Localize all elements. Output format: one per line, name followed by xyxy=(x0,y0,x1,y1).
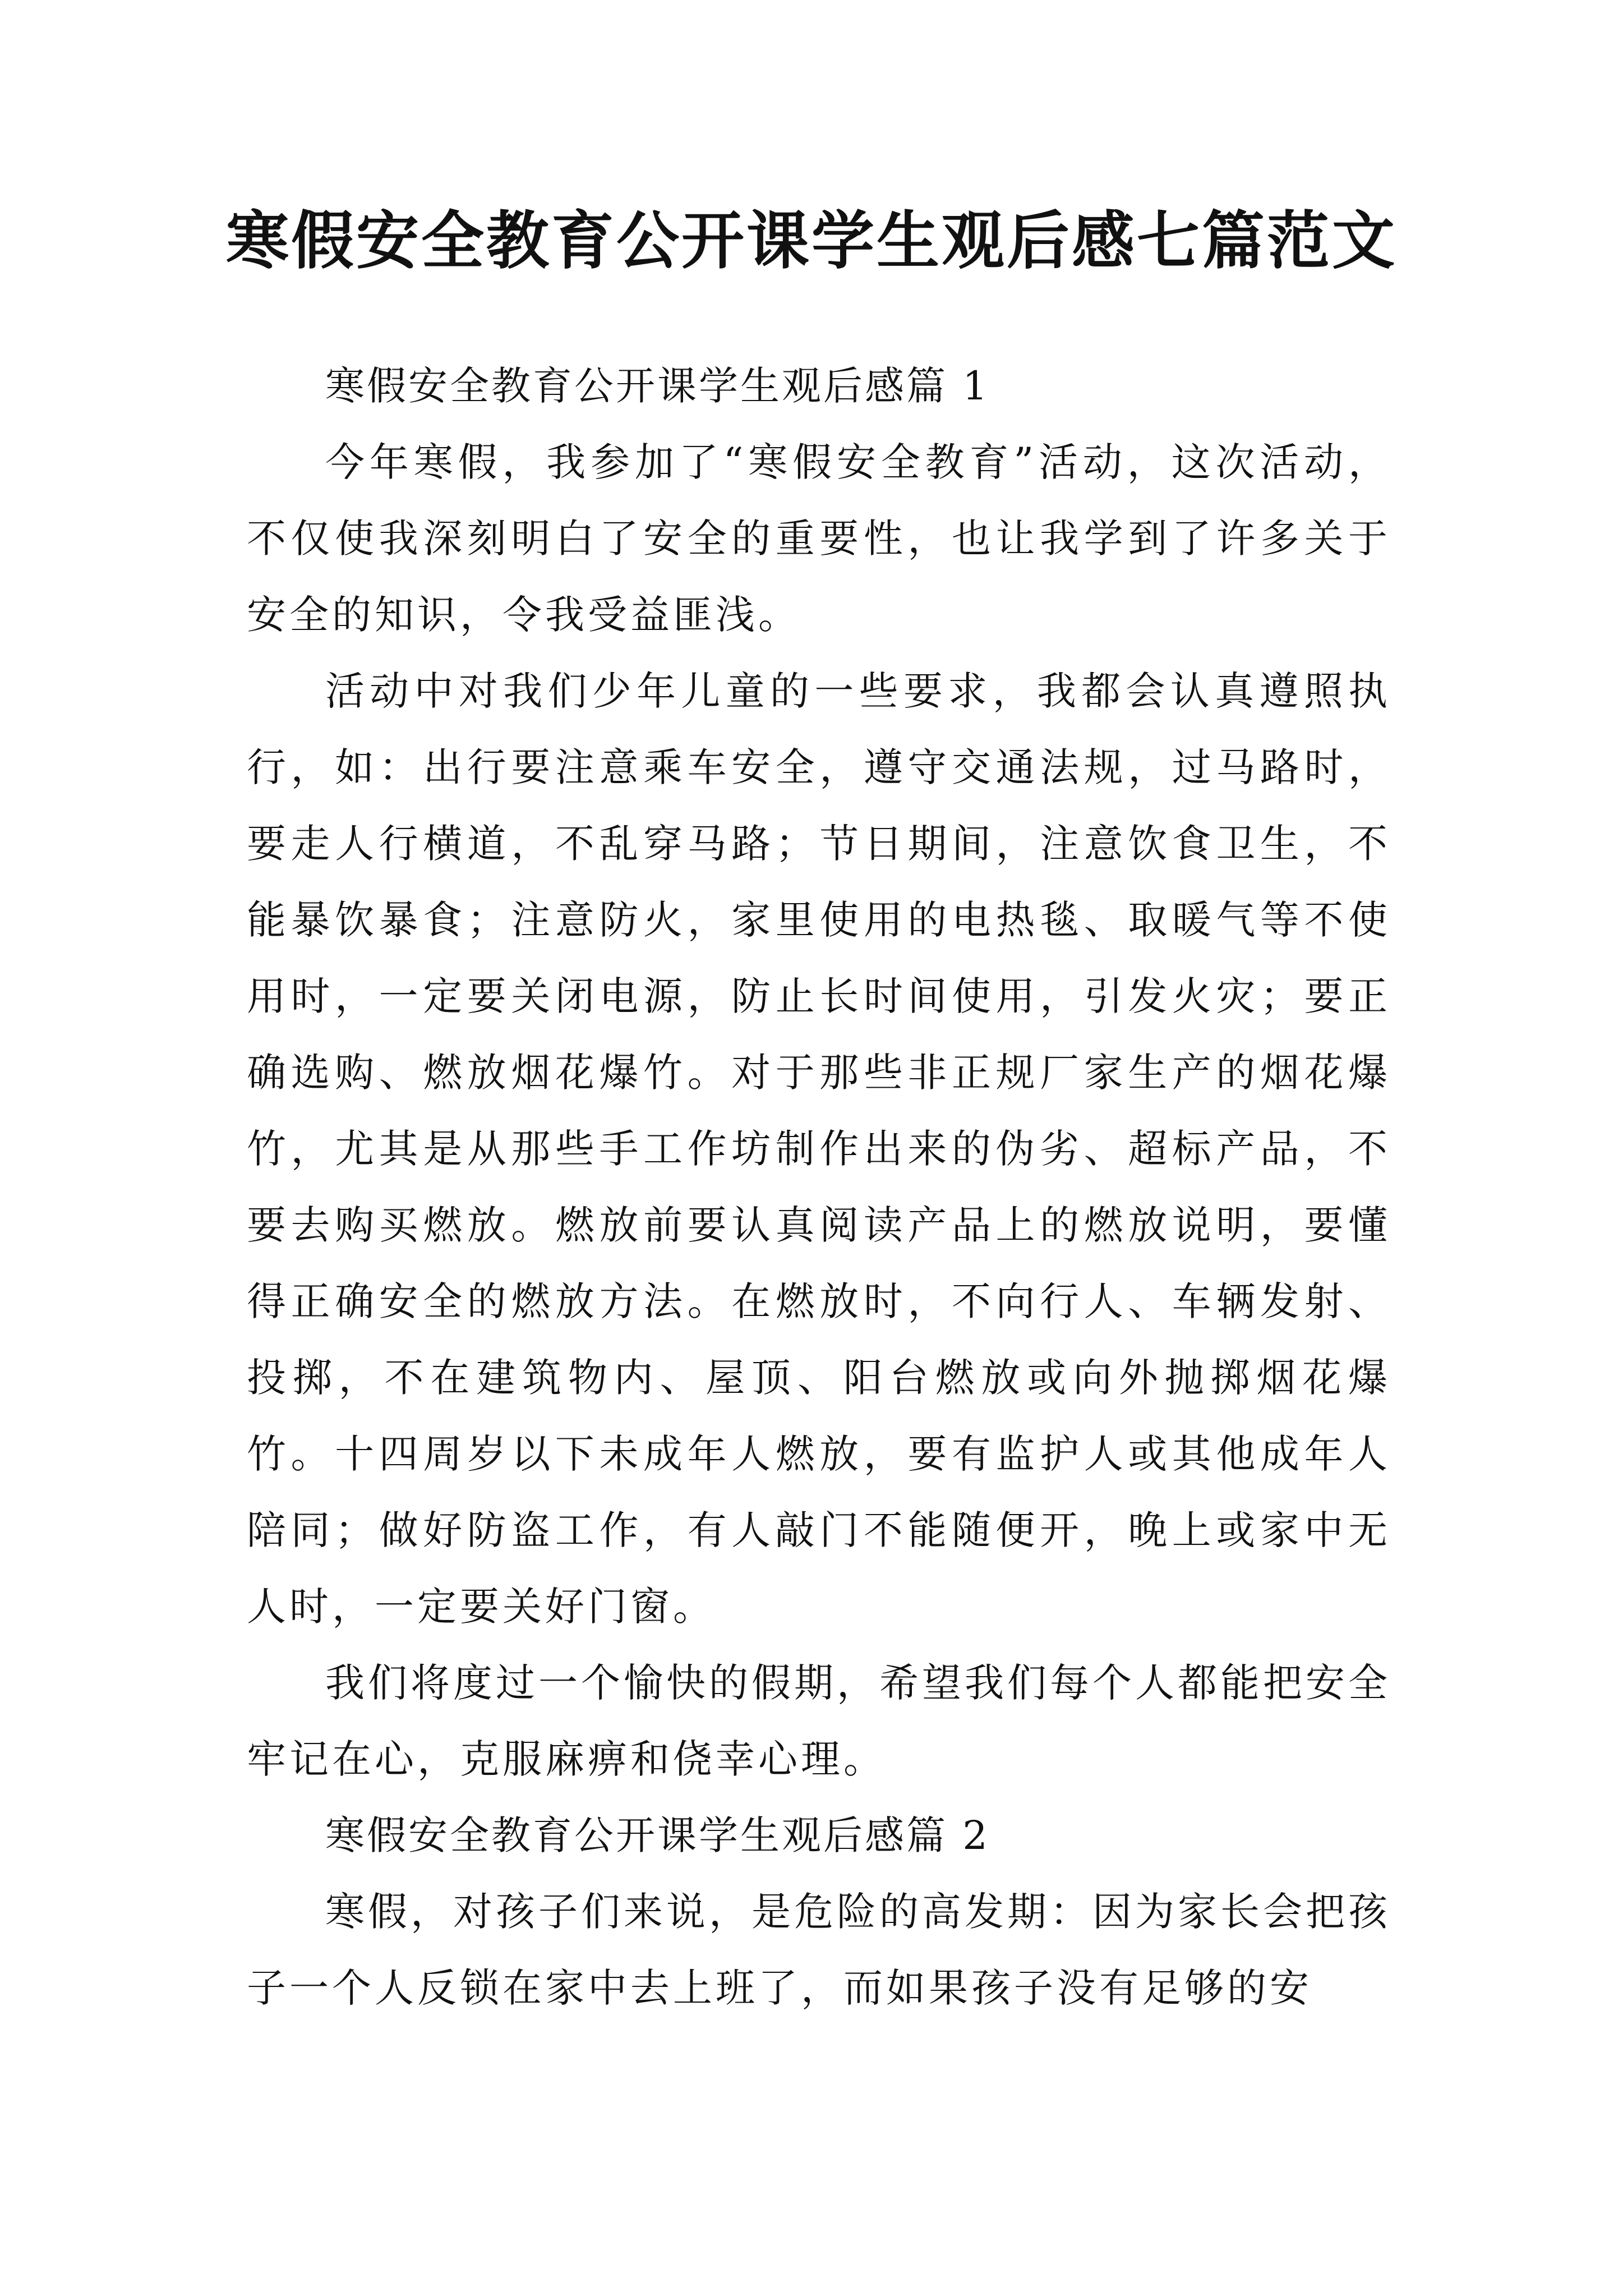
section-heading-2: 寒假安全教育公开课学生观后感篇 2 xyxy=(325,1812,990,1858)
document-title: 寒假安全教育公开课学生观后感七篇范文 xyxy=(226,204,1397,278)
section-heading-1: 寒假安全教育公开课学生观后感篇 1 xyxy=(325,363,990,409)
paragraph-2-1: 寒假，对孩子们来说，是危险的高发期：因为家长会把孩子一个人反锁在家中去上班了，而如果孩子没有足够的安 xyxy=(247,1889,1391,2011)
paragraph-1-2: 活动中对我们少年儿童的一些要求，我都会认真遵照执行，如：出行要注意乘车安全，遵守交通法规，过马路时，要走人行横道，不乱穿马路；节日期间，注意饮食卫生，不能暴饮暴食；注意防火，家里使用的电热毯、取暖气等不使用时，一定要关闭电源，防止长时间使用，引发火灾；要正确选购、燃放烟花爆竹。对于那些非正规厂家生产的烟花爆竹，尤其是从那些手工作坊制作出来的伪劣、超标产品，不要去购买燃放。燃放前要认真阅读产品上的燃放说明，要懂得正确安全的燃放方法。在燃放时，不向行人、车辆发射、投掷，不在建筑物内、屋顶、阳台燃放或向外抛掷烟花爆竹。十四周岁以下未成年人燃放，要有监护人或其他成年人陪同；做好防盗工作，有人敲门不能随便开，晚上或家中无人时，一定要关好门窗。 xyxy=(247,668,1391,1630)
paragraph-1-1: 今年寒假，我参加了“寒假安全教育”活动，这次活动，不仅使我深刻明白了安全的重要性，也让我学到了许多关于安全的知识，令我受益匪浅。 xyxy=(247,439,1391,638)
document-body xyxy=(247,348,1391,2026)
paragraph-1-3: 我们将度过一个愉快的假期，希望我们每个人都能把安全牢记在心，克服麻痹和侥幸心理。 xyxy=(247,1660,1391,1782)
